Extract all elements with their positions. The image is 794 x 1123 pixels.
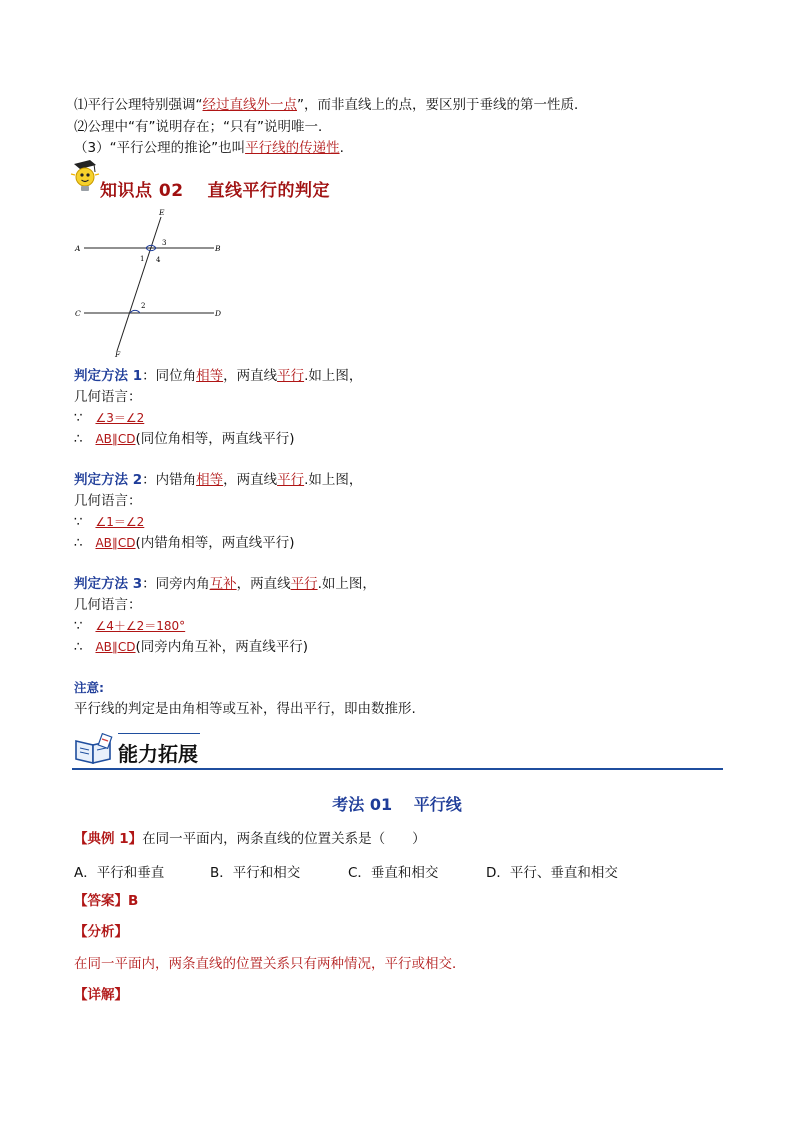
angle-label-1: 1	[140, 255, 145, 263]
method-3-geo-label: 几何语言：	[74, 597, 142, 613]
angle-label-2: 2	[141, 302, 146, 310]
option-b: B．平行和相交	[210, 865, 301, 881]
section-title: 能力拓展	[118, 742, 198, 766]
note-3: （3）“平行公理的推论”也叫平行线的传递性.	[74, 140, 344, 156]
knowledge-point-title: 知识点 02 直线平行的判定	[100, 181, 330, 201]
method-3-because: ∵ ∠4＋∠2＝180°	[74, 618, 186, 634]
parallel-lines-figure	[72, 205, 232, 360]
option-c: C．垂直和相交	[348, 865, 439, 881]
method-2-because: ∵ ∠1＝∠2	[74, 514, 145, 530]
method-3-therefore: ∴ AB∥CD(同旁内角互补，两直线平行)	[74, 639, 309, 655]
section-top-rule	[118, 733, 200, 734]
angle-label-4: 4	[156, 256, 161, 264]
analysis-tag: 【分析】	[74, 924, 128, 940]
method-1-therefore: ∴ AB∥CD(同位角相等，两直线平行)	[74, 431, 295, 447]
kaofa-title: 考法 01 平行线	[332, 795, 462, 814]
method-1-because: ∵ ∠3＝∠2	[74, 410, 145, 426]
method-3-statement: 判定方法 3：同旁内角互补，两直线平行.如上图，	[74, 576, 376, 592]
detail-tag: 【详解】	[74, 987, 128, 1003]
label-B: B	[215, 244, 221, 253]
method-1-geo-label: 几何语言：	[74, 389, 142, 405]
note-1: ⑴平行公理特别强调“经过直线外一点”，而非直线上的点，要区别于垂线的第一性质．	[74, 97, 588, 113]
example-question: 【典例 1】在同一平面内，两条直线的位置关系是（ ）	[74, 831, 426, 847]
label-F: F	[115, 350, 121, 359]
section-divider	[72, 768, 723, 770]
method-1-statement: 判定方法 1：同位角相等，两直线平行.如上图，	[74, 368, 363, 384]
label-C: C	[75, 309, 81, 318]
answer-line: 【答案】B	[74, 893, 139, 909]
label-D: D	[215, 309, 222, 318]
method-2-therefore: ∴ AB∥CD(内错角相等，两直线平行)	[74, 535, 295, 551]
method-2-geo-label: 几何语言：	[74, 493, 142, 509]
method-2-statement: 判定方法 2：内错角相等，两直线平行.如上图，	[74, 472, 363, 488]
lightbulb-icon	[68, 158, 102, 194]
label-A: A	[75, 244, 81, 253]
option-a: A．平行和垂直	[74, 865, 165, 881]
label-E: E	[159, 208, 165, 217]
attention-text: 平行线的判定是由角相等或互补，得出平行，即由数推形.	[74, 701, 416, 717]
angle-label-3: 3	[162, 239, 167, 247]
book-icon	[73, 733, 115, 767]
option-d: D．平行、垂直和相交	[486, 865, 618, 881]
analysis-text: 在同一平面内，两条直线的位置关系只有两种情况，平行或相交．	[74, 956, 466, 972]
attention-label: 注意:	[74, 680, 104, 695]
note-2: ⑵公理中“有”说明存在；“只有”说明唯一．	[74, 119, 332, 135]
